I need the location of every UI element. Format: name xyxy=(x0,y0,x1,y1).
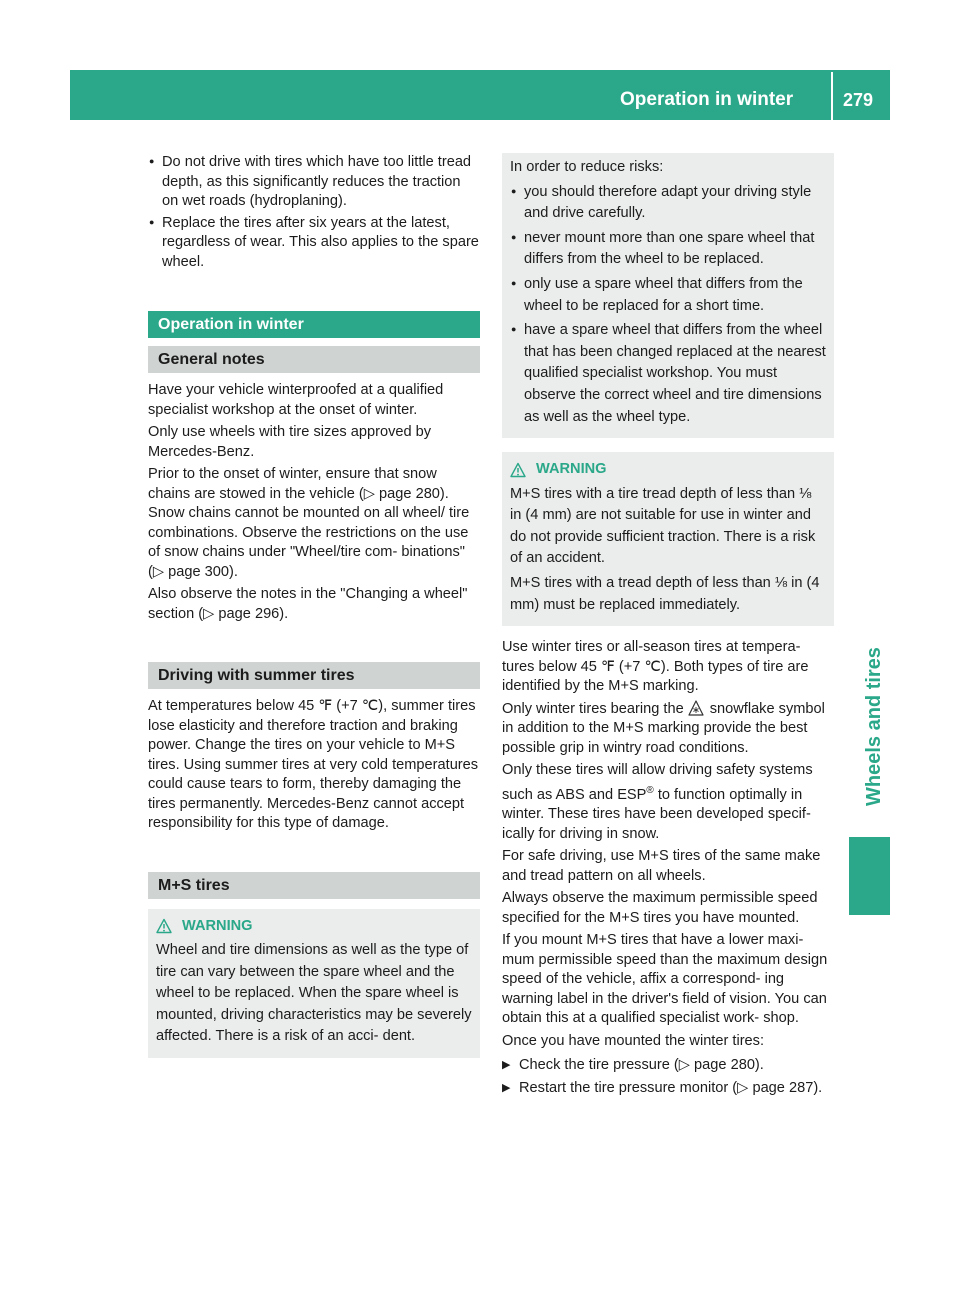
page-number: 279 xyxy=(843,90,874,110)
page-title: Operation in winter xyxy=(620,89,794,110)
step-item: ▶ Restart the tire pressure monitor (▷ page 287). xyxy=(502,1079,834,1099)
list-item: ● you should therefore adapt your driving style and drive carefully. xyxy=(510,182,826,225)
list-item: ● Replace the tires after six years at the latest, regardless of wear. This also applies to the spare wheel. xyxy=(148,214,480,273)
warning-triangle-icon xyxy=(156,918,172,934)
snowflake-mountain-icon xyxy=(688,700,704,716)
paragraph: For safe driving, use M+S tires of the same make and tread pattern on all wheels. xyxy=(502,848,821,884)
subsection-title-summer: Driving with summer tires xyxy=(148,662,480,689)
paragraph: Once you have mounted the winter tires: xyxy=(502,1032,765,1049)
paragraph: Also observe the notes in the "Changing a wheel" section (▷ page 296). xyxy=(148,586,468,622)
side-tab-label: Wheels and tires xyxy=(863,647,885,807)
warning-text: M+S tires with a tread depth of less than ⅛ in (4 mm) must be replaced immediately. xyxy=(510,575,820,613)
warning-header xyxy=(156,917,472,937)
subsection-title-general-notes: General notes xyxy=(148,346,480,373)
left-column xyxy=(148,153,480,1058)
risk-box xyxy=(502,153,834,438)
warning-text: Wheel and tire dimensions as well as the type of tire can vary between the spare wheel and the wheel to be replaced. When the spare wheel is mounted, driving characteristics may be severely affected. There is a risk of an acci- dent. xyxy=(156,942,472,1045)
list-item: ● Do not drive with tires which have too little tread depth, as this significantly reduces the traction on wet roads (hydroplaning). xyxy=(148,153,480,212)
warning-label: WARNING xyxy=(182,917,253,934)
paragraph xyxy=(502,761,834,844)
risk-intro: In order to reduce risks: xyxy=(510,159,664,175)
warning-text: M+S tires with a tire tread depth of less than ⅛ in (4 mm) are not suitable for use in winter and do not provide sufficient traction. There is a risk of an accident. xyxy=(510,485,816,567)
right-column xyxy=(502,153,834,1098)
registered-mark: ® xyxy=(646,784,654,796)
warning-box xyxy=(502,452,834,626)
paragraph xyxy=(502,700,834,759)
paragraph: Use winter tires or all-season tires at tempera- tures below 45 ℉ (+7 ℃). Both types of tire are identified by the M+S marking. xyxy=(502,639,809,695)
section-title: Operation in winter xyxy=(148,311,480,338)
warning-triangle-icon xyxy=(510,462,526,478)
paragraph: Prior to the onset of winter, ensure that snow chains are stowed in the vehicle (▷ page 280). Snow chains cannot be mounted on all wheel/ tire combinations. Observe the restrictions on the use of snow chains under "Wheel/tire com- binations" (▷ page 300). xyxy=(148,466,470,580)
text-run: Only these tires will allow driving safety systems such as ABS and ESP xyxy=(502,762,813,803)
paragraph: Always observe the maximum permissible speed specified for the M+S tires you have mounted. xyxy=(502,890,818,926)
subsection-title-ms: M+S tires xyxy=(148,872,480,899)
paragraph: Have your vehicle winterproofed at a qualified specialist workshop at the onset of winter. xyxy=(148,382,444,418)
paragraph: If you mount M+S tires that have a lower maxi- mum permissible speed than the maximum design speed of the vehicle, affix a correspond- ing warning label in the driver's field of vision. You can obtain this at a qualified specialist work- shop. xyxy=(502,932,828,1027)
warning-box xyxy=(148,909,480,1058)
list-item: ● have a spare wheel that differs from the wheel that has been changed replaced at the nearest qualified specialist workshop. You must observe the correct wheel and tire dimensions as well as the wheel type. xyxy=(510,320,826,428)
warning-label: WARNING xyxy=(536,461,607,478)
list-item: ● only use a spare wheel that differs from the wheel to be replaced for a short time. xyxy=(510,274,826,317)
warning-header xyxy=(510,460,826,480)
text-run: snowflake symbol in addition to the M+S marking provide the best possible grip in wintry road conditions. xyxy=(502,700,825,756)
text-run: to function optimally in winter. These tires have been developed specif- ically for driving in snow. xyxy=(502,786,811,842)
paragraph: Only use wheels with tire sizes approved by Mercedes-Benz. xyxy=(148,424,432,460)
step-item: ▶ Check the tire pressure (▷ page 280). xyxy=(502,1056,834,1076)
header-divider xyxy=(831,72,833,120)
paragraph: At temperatures below 45 ℉ (+7 ℃), summer tires lose elasticity and therefore traction and braking power. Change the tires on your vehicle to M+S tires. Using summer tires at very cold temperatures could cause tears to form, thereby damaging the tires permanently. Mercedes-Benz cannot accept responsibility for this type of damage. xyxy=(148,698,479,831)
list-item: ● never mount more than one spare wheel that differs from the wheel to be replaced. xyxy=(510,228,826,271)
text-run: Only winter tires bearing the xyxy=(502,700,684,717)
side-tab-block xyxy=(849,837,890,915)
